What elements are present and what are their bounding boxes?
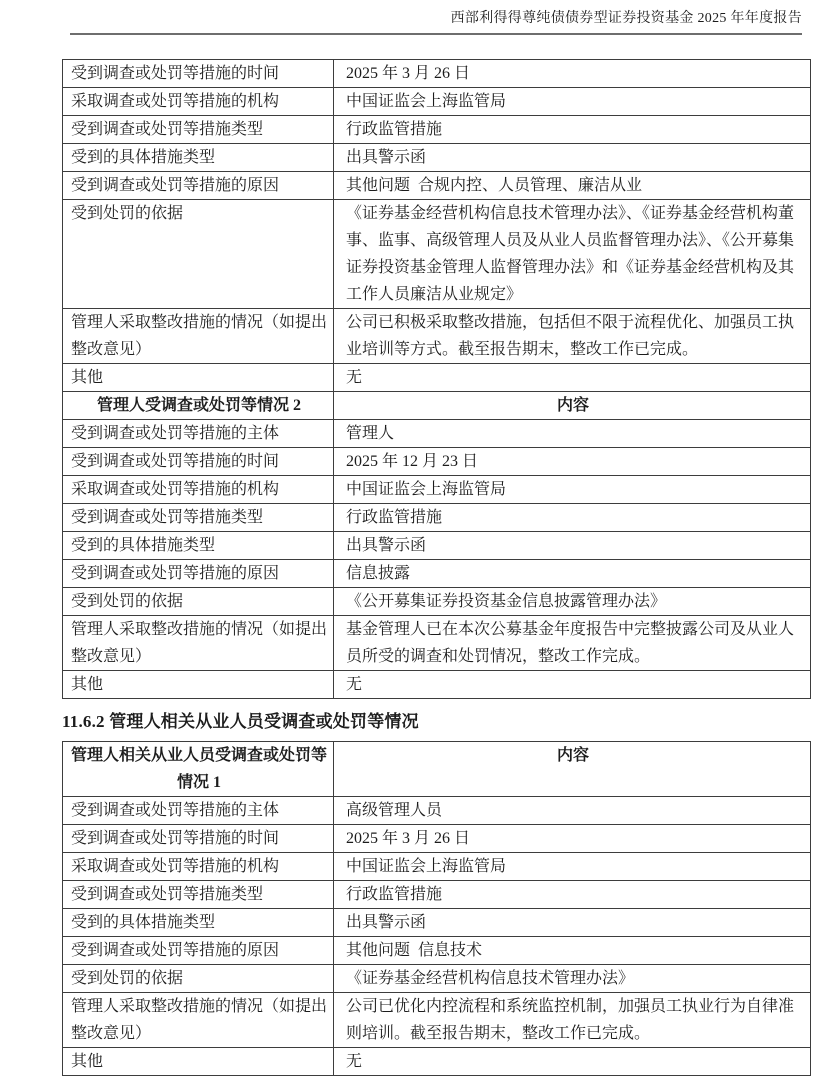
field-value: 行政监管措施 — [334, 504, 811, 532]
table-row — [63, 588, 811, 616]
table-row — [63, 853, 811, 881]
field-value: 2025 年 3 月 26 日 — [334, 825, 811, 853]
field-label: 受到调查或处罚等措施的时间 — [63, 60, 334, 88]
table-row — [63, 172, 811, 200]
page-header — [70, 10, 802, 35]
field-label: 受到调查或处罚等措施的原因 — [63, 172, 334, 200]
field-value: 中国证监会上海监管局 — [334, 853, 811, 881]
field-label: 受到调查或处罚等措施的主体 — [63, 797, 334, 825]
field-value: 中国证监会上海监管局 — [334, 88, 811, 116]
table-row — [63, 560, 811, 588]
field-value: 《证券基金经营机构信息技术管理办法》、《证券基金经营机构董事、监事、高级管理人员及从业人员监督管理办法》、《公开募集证券投资基金管理人监督管理办法》和《证券基金经营机构及其工作人员廉洁从业规定》 — [334, 200, 811, 309]
field-label: 受到调查或处罚等措施类型 — [63, 116, 334, 144]
report-page — [0, 10, 832, 1070]
table-header-content: 内容 — [334, 742, 811, 797]
field-value: 《公开募集证券投资基金信息披露管理办法》 — [334, 588, 811, 616]
field-label: 管理人采取整改措施的情况（如提出整改意见） — [63, 616, 334, 671]
field-label: 受到的具体措施类型 — [63, 144, 334, 172]
section-heading: 11.6.2 管理人相关从业人员受调查或处罚等情况 — [62, 712, 419, 731]
field-label: 受到调查或处罚等措施的时间 — [63, 448, 334, 476]
table-section-header-row — [63, 392, 811, 420]
field-label: 受到调查或处罚等措施类型 — [63, 881, 334, 909]
table-header-label: 管理人受调查或处罚等情况 2 — [63, 392, 334, 420]
page-content — [62, 59, 810, 1076]
table-row — [63, 881, 811, 909]
field-value: 出具警示函 — [334, 909, 811, 937]
table-row — [63, 937, 811, 965]
table-row — [63, 909, 811, 937]
field-label: 其他 — [63, 1048, 334, 1076]
field-value: 中国证监会上海监管局 — [334, 476, 811, 504]
table-row — [63, 965, 811, 993]
field-label: 受到调查或处罚等措施类型 — [63, 504, 334, 532]
field-label: 其他 — [63, 364, 334, 392]
field-label: 管理人采取整改措施的情况（如提出整改意见） — [63, 993, 334, 1048]
field-value: 无 — [334, 364, 811, 392]
table-row — [63, 825, 811, 853]
table-row — [63, 200, 811, 309]
table-header-label: 管理人相关从业人员受调查或处罚等情况 1 — [63, 742, 334, 797]
field-label: 采取调查或处罚等措施的机构 — [63, 476, 334, 504]
table-header-content: 内容 — [334, 392, 811, 420]
field-label: 受到的具体措施类型 — [63, 532, 334, 560]
field-label: 受到处罚的依据 — [63, 200, 334, 309]
field-label: 采取调查或处罚等措施的机构 — [63, 853, 334, 881]
table-row — [63, 420, 811, 448]
table-row — [63, 504, 811, 532]
table-row — [63, 616, 811, 671]
field-label: 受到调查或处罚等措施的主体 — [63, 420, 334, 448]
field-value: 出具警示函 — [334, 144, 811, 172]
field-value: 行政监管措施 — [334, 116, 811, 144]
table-row — [63, 1048, 811, 1076]
field-value: 基金管理人已在本次公募基金年度报告中完整披露公司及从业人员所受的调查和处罚情况，整改工作完成。 — [334, 616, 811, 671]
field-value: 无 — [334, 671, 811, 699]
field-value: 其他问题 信息技术 — [334, 937, 811, 965]
table-row — [63, 309, 811, 364]
table-row — [63, 88, 811, 116]
table-row — [63, 476, 811, 504]
field-label: 受到处罚的依据 — [63, 965, 334, 993]
table-row — [63, 993, 811, 1048]
report-title: 西部利得得尊纯债债券型证券投资基金 2025 年年度报告 — [450, 11, 802, 26]
manager-penalty-table — [62, 59, 811, 699]
field-label: 受到调查或处罚等措施的时间 — [63, 825, 334, 853]
field-label: 管理人采取整改措施的情况（如提出整改意见） — [63, 309, 334, 364]
field-value: 2025 年 3 月 26 日 — [334, 60, 811, 88]
field-value: 其他问题 合规内控、人员管理、廉洁从业 — [334, 172, 811, 200]
field-value: 无 — [334, 1048, 811, 1076]
field-label: 其他 — [63, 671, 334, 699]
table-section-header-row — [63, 742, 811, 797]
field-value: 《证券基金经营机构信息技术管理办法》 — [334, 965, 811, 993]
field-value: 行政监管措施 — [334, 881, 811, 909]
table-row — [63, 671, 811, 699]
table-row — [63, 532, 811, 560]
table-row — [63, 144, 811, 172]
field-label: 受到调查或处罚等措施的原因 — [63, 937, 334, 965]
field-label: 受到调查或处罚等措施的原因 — [63, 560, 334, 588]
field-value: 2025 年 12 月 23 日 — [334, 448, 811, 476]
field-label: 受到的具体措施类型 — [63, 909, 334, 937]
field-value: 高级管理人员 — [334, 797, 811, 825]
table-row — [63, 364, 811, 392]
field-value: 公司已优化内控流程和系统监控机制，加强员工执业行为自律准则培训。截至报告期末，整改工作已完成。 — [334, 993, 811, 1048]
field-value: 出具警示函 — [334, 532, 811, 560]
table-row — [63, 797, 811, 825]
field-label: 受到处罚的依据 — [63, 588, 334, 616]
field-value: 管理人 — [334, 420, 811, 448]
table-row — [63, 116, 811, 144]
field-label: 采取调查或处罚等措施的机构 — [63, 88, 334, 116]
staff-penalty-table — [62, 741, 811, 1076]
table-row — [63, 60, 811, 88]
table-row — [63, 448, 811, 476]
field-value: 公司已积极采取整改措施，包括但不限于流程优化、加强员工执业培训等方式。截至报告期末，整改工作已完成。 — [334, 309, 811, 364]
field-value: 信息披露 — [334, 560, 811, 588]
